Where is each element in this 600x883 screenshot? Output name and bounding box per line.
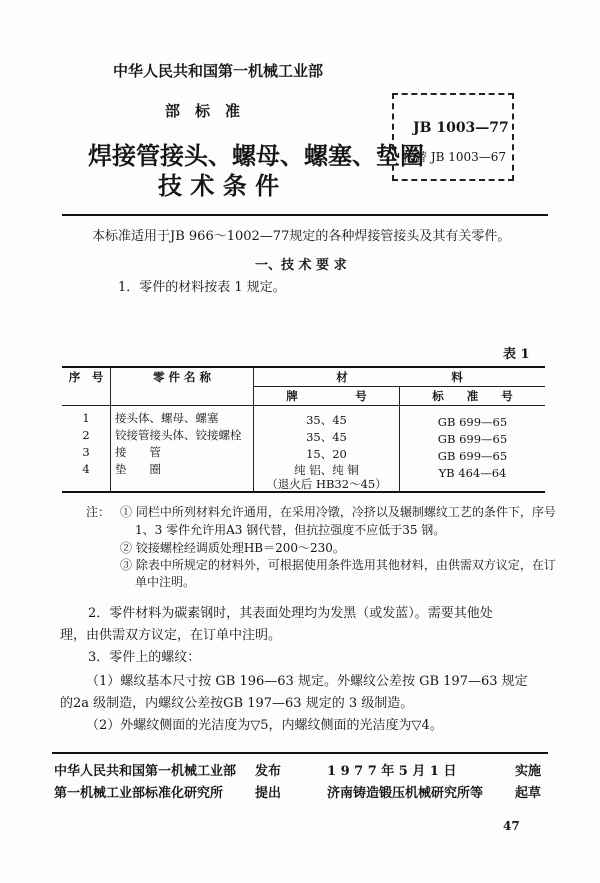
footer-proposer: 第一机械工业部标准化研究所 bbox=[54, 786, 224, 801]
cell-standard: GB 699—65 bbox=[437, 415, 508, 429]
cell-no: 4 bbox=[82, 462, 90, 476]
header-name: 零 件 名 称 bbox=[111, 367, 254, 406]
footer-drafted: 起草 bbox=[515, 786, 542, 801]
header-grade: 牌 号 bbox=[254, 387, 400, 406]
cell-grade: 35、45 bbox=[306, 430, 347, 444]
para-2: 2．零件材料为碳素钢时，其表面处理均为发黑（或发蓝）。需要其他处 bbox=[88, 606, 493, 621]
footer-proposed: 提出 bbox=[255, 786, 282, 801]
header-material: 材 料 bbox=[254, 367, 546, 387]
cell-standard: GB 699—65 bbox=[437, 449, 508, 463]
footer-rule bbox=[52, 752, 548, 754]
page-subtitle: 技 术 条 件 bbox=[158, 171, 280, 200]
cell-name: 接 管 bbox=[115, 445, 161, 459]
standard-category: 部 标 准 bbox=[165, 102, 241, 120]
para-3-1: （1）螺纹基本尺寸按 GB 196—63 规定。外螺纹公差按 GB 197—63 规定 bbox=[86, 674, 528, 689]
notes-label: 注： bbox=[86, 505, 111, 519]
header-no: 序 号 bbox=[62, 367, 111, 406]
note-3-cont: 单中注明。 bbox=[135, 575, 196, 589]
cell-name: 铰接管接头体、铰接螺栓 bbox=[115, 428, 242, 442]
cell-grade: 35、45 bbox=[306, 413, 347, 427]
note-3: ③ 除表中所规定的材料外，可根据使用条件选用其他材料，由供需双方议定，在订 bbox=[120, 558, 556, 572]
header-standard: 标 准 号 bbox=[400, 387, 546, 406]
header-rule bbox=[62, 214, 548, 216]
materials-table bbox=[62, 366, 545, 493]
footer-issuer: 中华人民共和国第一机械工业部 bbox=[54, 764, 237, 779]
table-caption: 表 1 bbox=[503, 347, 530, 362]
page-number: 47 bbox=[503, 819, 520, 833]
footer-drafter: 济南铸造锻压机械研究所等 bbox=[327, 786, 484, 801]
note-1: ① 同栏中所列材料允许通用，在采用冷镦，冷挤以及辗制螺纹工艺的条件下，序号 bbox=[120, 505, 556, 519]
cell-grade: 纯 铝、纯 铜 bbox=[294, 463, 359, 477]
cell-no: 3 bbox=[82, 445, 90, 459]
para-3-2: （2）外螺纹侧面的光洁度为▽5，内螺纹侧面的光洁度为▽4。 bbox=[86, 718, 443, 733]
intro-text: 本标准适用于JB 966～1002—77规定的各种焊接管接头及其有关零件。 bbox=[92, 229, 511, 244]
para-3-1-cont: 的2a 级制造，内螺纹公差按GB 197—63 规定的 3 级制造。 bbox=[60, 696, 414, 711]
para-3: 3．零件上的螺纹： bbox=[88, 650, 201, 665]
section-heading: 一、技 术 要 求 bbox=[255, 258, 347, 273]
cell-name: 垫 圈 bbox=[115, 462, 161, 476]
cell-name: 接头体、螺母、螺塞 bbox=[115, 411, 219, 425]
para-2-cont: 理，由供需双方议定，在订单中注明。 bbox=[60, 628, 282, 643]
footer-effective: 实施 bbox=[515, 764, 542, 779]
page-title: 焊接管接头、螺母、螺塞、垫圈 bbox=[88, 141, 424, 170]
cell-no: 1 bbox=[82, 411, 90, 425]
standard-number-box bbox=[392, 93, 514, 181]
standard-number: JB 1003—77 bbox=[413, 120, 509, 136]
cell-grade: 15、20 bbox=[306, 447, 347, 461]
note-2: ② 铰接螺栓经调质处理HB＝200～230。 bbox=[120, 541, 345, 555]
note-1-cont: 1、3 零件允许用A3 钢代替，但抗拉强度不应低于35 钢。 bbox=[135, 523, 446, 537]
footer-date: 1 9 7 7 年 5 月 1 日 bbox=[327, 764, 457, 779]
item-1: 1．零件的材料按表 1 规定。 bbox=[118, 280, 286, 295]
cell-no: 2 bbox=[82, 428, 90, 442]
cell-standard: GB 699—65 bbox=[437, 432, 508, 446]
ministry-header: 中华人民共和国第一机械工业部 bbox=[113, 62, 324, 80]
replaces-standard: 代替 JB 1003—67 bbox=[403, 150, 507, 164]
footer-issued: 发布 bbox=[255, 764, 282, 779]
cell-grade-note: （退火后 HB32～45） bbox=[266, 477, 387, 491]
cell-standard: YB 464—64 bbox=[438, 466, 507, 480]
